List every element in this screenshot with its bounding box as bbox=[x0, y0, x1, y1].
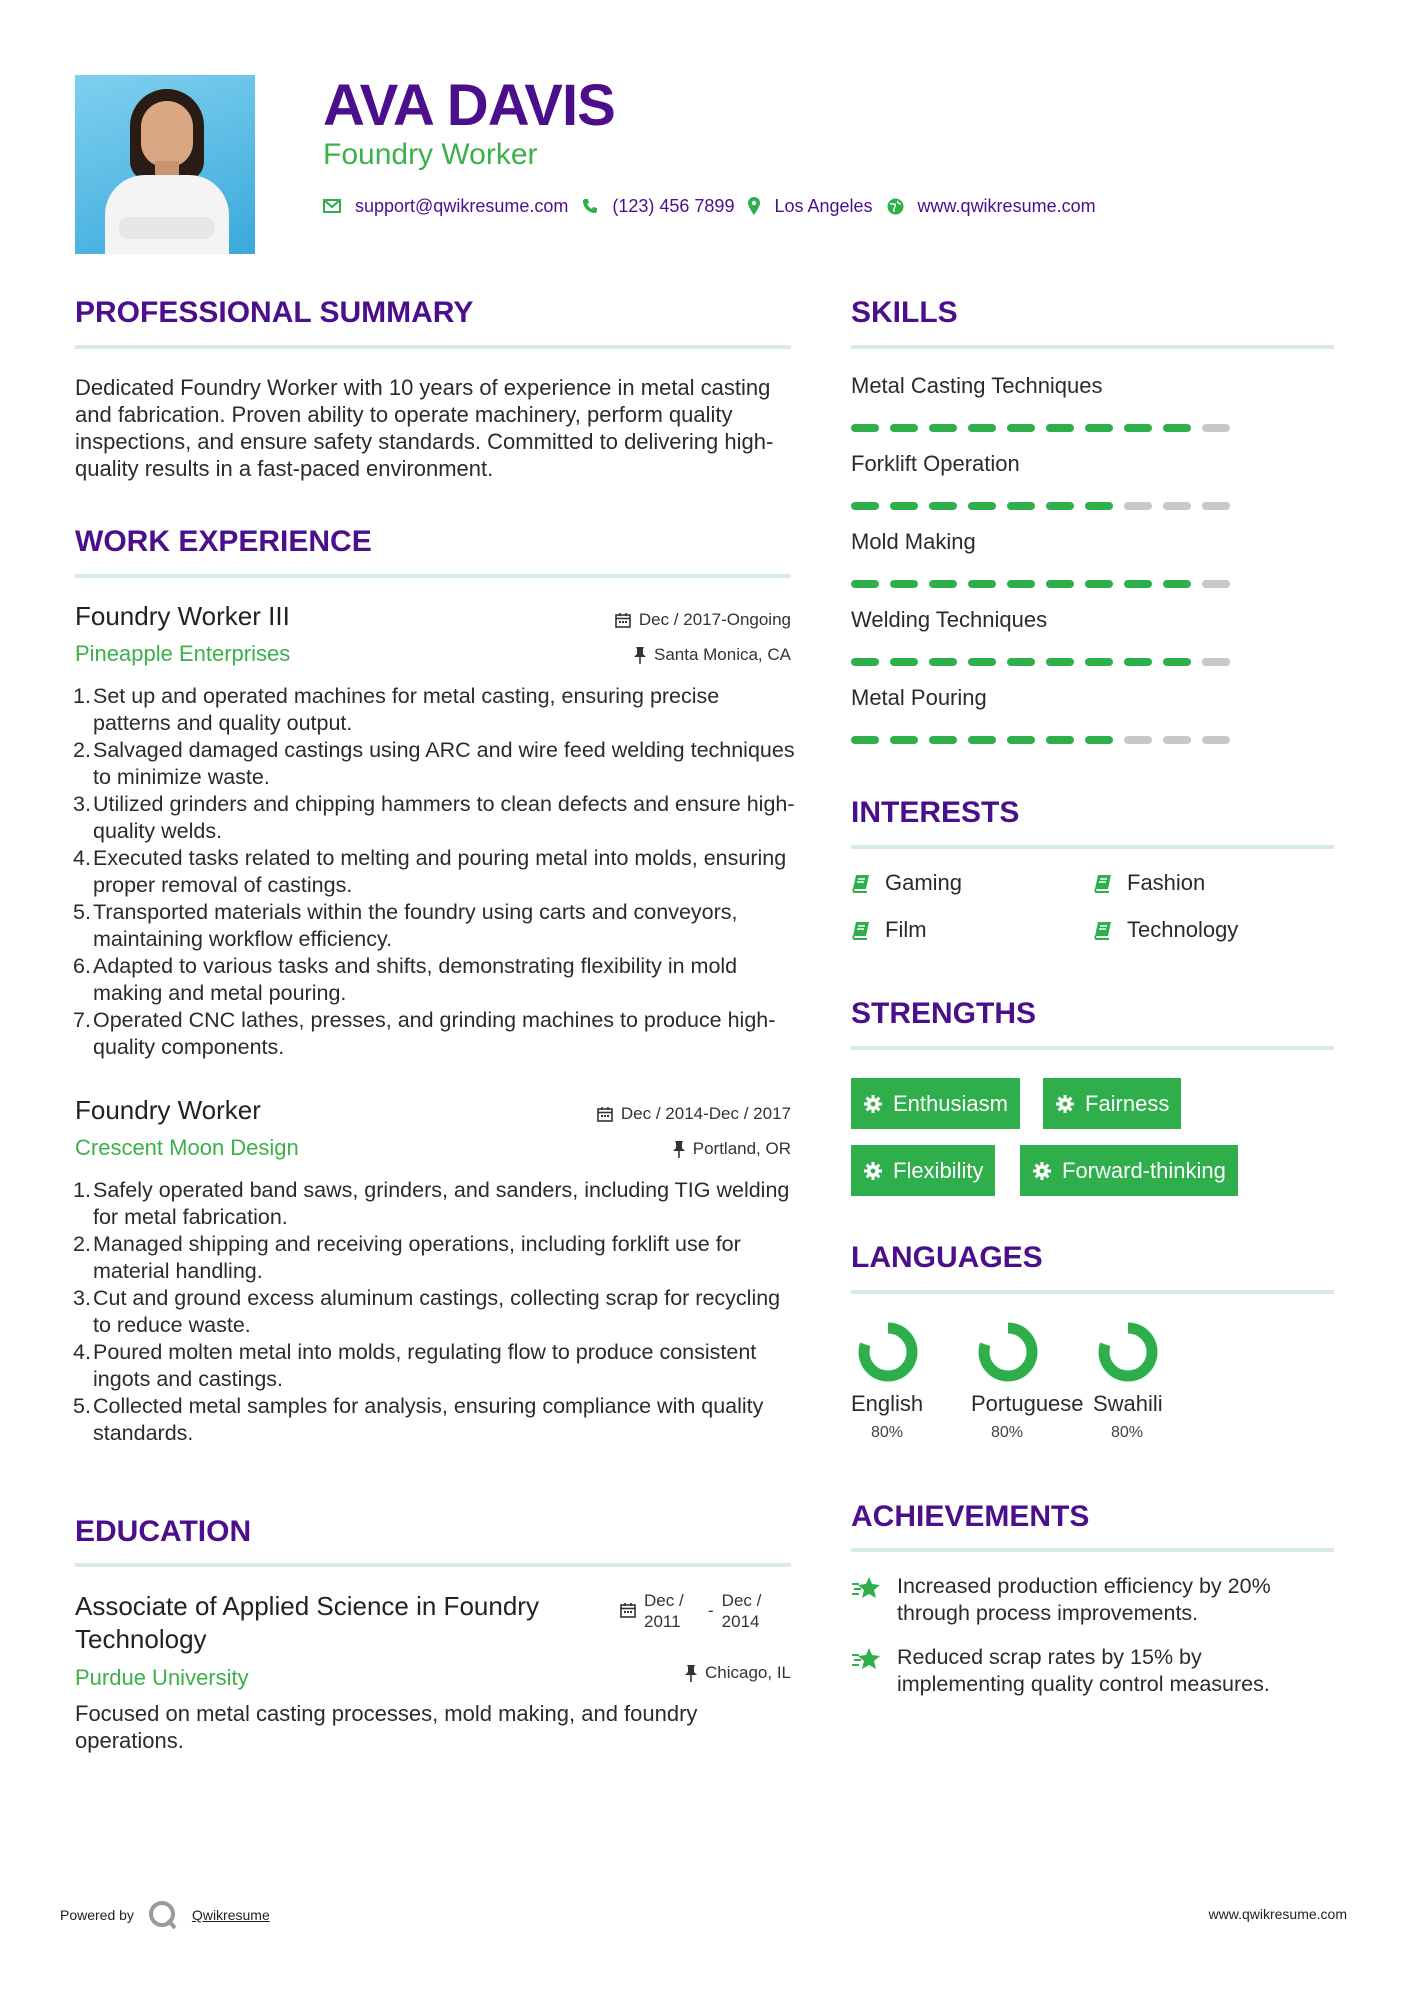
skill-segment bbox=[968, 736, 996, 744]
skill-segment bbox=[851, 658, 879, 666]
job-location-text: Portland, OR bbox=[692, 1139, 791, 1158]
interest-label: Gaming bbox=[885, 870, 963, 895]
date-separator: - bbox=[708, 1601, 714, 1620]
gear-icon bbox=[1032, 1161, 1052, 1181]
contact-location bbox=[748, 196, 872, 217]
book-icon bbox=[851, 920, 871, 940]
job-bullets bbox=[75, 683, 795, 1061]
pushpin-icon bbox=[685, 1665, 697, 1682]
skill-segment bbox=[968, 658, 996, 666]
calendar-icon bbox=[597, 1106, 613, 1122]
profile-photo bbox=[75, 75, 255, 254]
strength-badge bbox=[1020, 1145, 1238, 1196]
strength-label: Fairness bbox=[1085, 1090, 1170, 1116]
contact-phone[interactable] bbox=[582, 196, 734, 217]
skill-segment bbox=[851, 580, 879, 588]
job-dates-text: Dec / 2017-Ongoing bbox=[638, 610, 791, 629]
education-start-date: Dec / 2011 bbox=[644, 1591, 684, 1631]
job-location bbox=[634, 645, 791, 665]
job-dates bbox=[597, 1104, 791, 1124]
strength-badge bbox=[1043, 1078, 1181, 1129]
interest-label: Technology bbox=[1127, 917, 1239, 942]
location-text: Los Angeles bbox=[774, 195, 873, 216]
globe-icon bbox=[887, 198, 904, 215]
skill-name: Forklift Operation bbox=[851, 451, 1020, 476]
email-text: support@qwikresume.com bbox=[355, 195, 569, 216]
website-text: www.qwikresume.com bbox=[917, 195, 1096, 216]
language-ring-arc bbox=[864, 1328, 912, 1376]
skill-segment bbox=[1163, 580, 1191, 588]
skill-segment bbox=[1202, 424, 1230, 432]
company-name: Pineapple Enterprises bbox=[75, 641, 291, 666]
skill-name: Mold Making bbox=[851, 529, 976, 554]
list-item: 1. Safely operated band saws, grinders, and sanders, including TIG welding for metal fabrication. bbox=[73, 1178, 790, 1229]
skill-segment bbox=[929, 424, 957, 432]
education-heading: EDUCATION bbox=[75, 1515, 252, 1548]
list-item: 1. Set up and operated machines for metal casting, ensuring precise patterns and quality output. bbox=[73, 684, 720, 735]
education-dates bbox=[620, 1590, 778, 1632]
strength-label: Forward-thinking bbox=[1062, 1157, 1226, 1183]
school-name: Purdue University bbox=[75, 1665, 249, 1690]
language-ring bbox=[976, 1320, 1040, 1384]
skill-rating-bar bbox=[851, 424, 1230, 432]
skill-segment bbox=[1007, 502, 1035, 510]
skill-segment bbox=[1202, 736, 1230, 744]
education-location-text: Chicago, IL bbox=[705, 1663, 791, 1682]
achievement-item bbox=[851, 1644, 1311, 1698]
education-end-date: Dec / 2014 bbox=[721, 1591, 762, 1631]
language-name: Swahili bbox=[1093, 1391, 1163, 1416]
phone-icon bbox=[582, 198, 598, 214]
skill-segment bbox=[1046, 658, 1074, 666]
list-item: 2. Salvaged damaged castings using ARC and wire feed welding techniques to minimize waste. bbox=[73, 738, 795, 789]
brand-link[interactable]: Qwikresume bbox=[191, 1907, 270, 1923]
language-percent: 80% bbox=[1111, 1424, 1144, 1441]
skill-rating-bar bbox=[851, 580, 1230, 588]
skill-segment bbox=[1046, 736, 1074, 744]
candidate-title: Foundry Worker bbox=[323, 138, 538, 171]
list-item: 5. Collected metal samples for analysis, ensuring compliance with quality standards. bbox=[73, 1394, 764, 1445]
skill-segment bbox=[1124, 424, 1152, 432]
education-description: Focused on metal casting processes, mold making, and foundry operations. bbox=[75, 1701, 698, 1753]
footer-url[interactable]: www.qwikresume.com bbox=[1208, 1906, 1347, 1922]
education-location bbox=[685, 1663, 791, 1683]
star-icon bbox=[851, 1646, 883, 1672]
skill-segment bbox=[968, 502, 996, 510]
interest-item bbox=[1093, 917, 1238, 943]
skill-name: Metal Casting Techniques bbox=[851, 373, 1103, 398]
book-icon bbox=[851, 873, 871, 893]
contact-bar bbox=[323, 192, 1096, 220]
gear-icon bbox=[1055, 1094, 1075, 1114]
skill-segment bbox=[1046, 580, 1074, 588]
skill-segment bbox=[890, 424, 918, 432]
list-item: 3. Utilized grinders and chipping hammers to clean defects and ensure high-quality welds. bbox=[73, 792, 795, 843]
languages-heading: LANGUAGES bbox=[851, 1241, 1043, 1274]
skill-segment bbox=[890, 580, 918, 588]
skill-segment bbox=[890, 502, 918, 510]
map-pin-icon bbox=[748, 197, 760, 215]
skill-segment bbox=[1046, 502, 1074, 510]
interest-label: Film bbox=[885, 917, 927, 942]
skill-segment bbox=[1163, 736, 1191, 744]
gear-icon bbox=[863, 1094, 883, 1114]
skill-rating-bar bbox=[851, 736, 1230, 744]
list-item: 6. Adapted to various tasks and shifts, demonstrating flexibility in mold making and metal pouring. bbox=[73, 954, 738, 1005]
skill-name: Welding Techniques bbox=[851, 607, 1048, 632]
skill-segment bbox=[1007, 736, 1035, 744]
interest-item bbox=[851, 917, 927, 943]
skill-segment bbox=[1202, 580, 1230, 588]
skill-segment bbox=[1007, 658, 1035, 666]
pushpin-icon bbox=[634, 647, 646, 664]
language-ring-arc bbox=[984, 1328, 1032, 1376]
skill-segment bbox=[890, 736, 918, 744]
book-icon bbox=[1093, 920, 1113, 940]
language-name: English bbox=[851, 1391, 924, 1416]
skill-segment bbox=[929, 736, 957, 744]
book-icon bbox=[1093, 873, 1113, 893]
skill-segment bbox=[1163, 658, 1191, 666]
skill-segment bbox=[851, 736, 879, 744]
list-item: 3. Cut and ground excess aluminum castings, collecting scrap for recycling to reduce waste. bbox=[73, 1286, 781, 1337]
language-ring bbox=[856, 1320, 920, 1384]
interest-label: Fashion bbox=[1127, 870, 1206, 895]
strength-badge bbox=[851, 1078, 1020, 1129]
gear-icon bbox=[863, 1161, 883, 1181]
star-icon bbox=[851, 1575, 883, 1601]
skill-segment bbox=[890, 658, 918, 666]
calendar-icon bbox=[615, 612, 631, 628]
skill-segment bbox=[1124, 502, 1152, 510]
job-dates bbox=[615, 610, 791, 630]
achievement-text: Increased production efficiency by 20% through process improvements. bbox=[897, 1574, 1271, 1625]
summary-heading: PROFESSIONAL SUMMARY bbox=[75, 296, 474, 329]
language-name: Portuguese bbox=[971, 1391, 1084, 1416]
skill-segment bbox=[1007, 424, 1035, 432]
job-location-text: Santa Monica, CA bbox=[653, 645, 791, 664]
job-location bbox=[673, 1139, 791, 1159]
skill-segment bbox=[1007, 580, 1035, 588]
job-title: Foundry Worker III bbox=[75, 601, 290, 631]
skill-rating-bar bbox=[851, 502, 1230, 510]
interests-divider bbox=[851, 845, 1334, 849]
interests-heading: INTERESTS bbox=[851, 796, 1020, 829]
skill-segment bbox=[1202, 658, 1230, 666]
strength-label: Enthusiasm bbox=[893, 1090, 1008, 1116]
skill-segment bbox=[968, 424, 996, 432]
language-percent: 80% bbox=[991, 1424, 1024, 1441]
education-divider bbox=[75, 1563, 791, 1567]
contact-website[interactable] bbox=[887, 196, 1096, 217]
skill-segment bbox=[1085, 658, 1113, 666]
language-ring-arc bbox=[1104, 1328, 1152, 1376]
qwikresume-logo-icon bbox=[148, 1900, 178, 1930]
skill-segment bbox=[1163, 424, 1191, 432]
interest-item bbox=[1093, 870, 1205, 896]
skill-segment bbox=[1085, 736, 1113, 744]
list-item: 7. Operated CNC lathes, presses, and grinding machines to produce high-quality components. bbox=[73, 1008, 776, 1059]
skill-segment bbox=[1085, 580, 1113, 588]
skill-segment bbox=[851, 502, 879, 510]
footer-powered-by bbox=[60, 1900, 270, 1930]
skill-segment bbox=[929, 580, 957, 588]
experience-divider bbox=[75, 574, 791, 578]
job-bullets bbox=[75, 1177, 795, 1447]
skill-segment bbox=[1085, 502, 1113, 510]
company-name: Crescent Moon Design bbox=[75, 1135, 299, 1160]
candidate-name: AVA DAVIS bbox=[323, 73, 615, 138]
pushpin-icon bbox=[673, 1141, 685, 1158]
list-item: 4. Poured molten metal into molds, regulating flow to produce consistent ingots and castings. bbox=[73, 1340, 757, 1391]
achievement-text: Reduced scrap rates by 15% by implementing quality control measures. bbox=[897, 1645, 1270, 1696]
skill-segment bbox=[851, 424, 879, 432]
skill-name: Metal Pouring bbox=[851, 685, 987, 710]
skill-segment bbox=[1124, 658, 1152, 666]
summary-text: Dedicated Foundry Worker with 10 years of experience in metal casting and fabrication. Proven ability to operate machinery, perform quality inspections, and ensure safety standards. Committed to delivering high-quality results in a fast-paced environment. bbox=[75, 375, 774, 481]
skill-rating-bar bbox=[851, 658, 1230, 666]
list-item: 2. Managed shipping and receiving operations, including forklift use for material handling. bbox=[73, 1232, 741, 1283]
job-title: Foundry Worker bbox=[75, 1095, 261, 1125]
language-ring bbox=[1096, 1320, 1160, 1384]
strength-label: Flexibility bbox=[893, 1157, 984, 1183]
job-dates-text: Dec / 2014-Dec / 2017 bbox=[620, 1104, 791, 1123]
language-percent: 80% bbox=[871, 1424, 904, 1441]
strengths-heading: STRENGTHS bbox=[851, 997, 1037, 1030]
powered-by-label: Powered by bbox=[60, 1907, 134, 1923]
skill-segment bbox=[1124, 580, 1152, 588]
skill-segment bbox=[929, 502, 957, 510]
interest-item bbox=[851, 870, 962, 896]
strengths-divider bbox=[851, 1046, 1334, 1050]
skill-segment bbox=[1202, 502, 1230, 510]
skill-segment bbox=[1124, 736, 1152, 744]
skill-segment bbox=[1085, 424, 1113, 432]
experience-heading: WORK EXPERIENCE bbox=[75, 525, 372, 558]
achievements-divider bbox=[851, 1548, 1334, 1552]
summary-divider bbox=[75, 345, 791, 349]
languages-divider bbox=[851, 1290, 1334, 1294]
skill-segment bbox=[1163, 502, 1191, 510]
list-item: 4. Executed tasks related to melting and pouring metal into molds, ensuring proper removal of castings. bbox=[73, 846, 787, 897]
degree-title: Associate of Applied Science in Foundry Technology bbox=[75, 1591, 539, 1654]
list-item: 5. Transported materials within the foundry using carts and conveyors, maintaining workflow efficiency. bbox=[73, 900, 738, 951]
skills-heading: SKILLS bbox=[851, 296, 958, 329]
calendar-icon bbox=[620, 1602, 636, 1618]
strength-badge bbox=[851, 1145, 995, 1196]
skill-segment bbox=[968, 580, 996, 588]
skills-divider bbox=[851, 345, 1334, 349]
envelope-icon bbox=[323, 199, 341, 213]
skill-segment bbox=[929, 658, 957, 666]
achievement-item bbox=[851, 1573, 1311, 1627]
achievements-heading: ACHIEVEMENTS bbox=[851, 1500, 1090, 1533]
contact-email[interactable] bbox=[323, 196, 568, 217]
phone-text: (123) 456 7899 bbox=[612, 195, 735, 216]
skill-segment bbox=[1046, 424, 1074, 432]
